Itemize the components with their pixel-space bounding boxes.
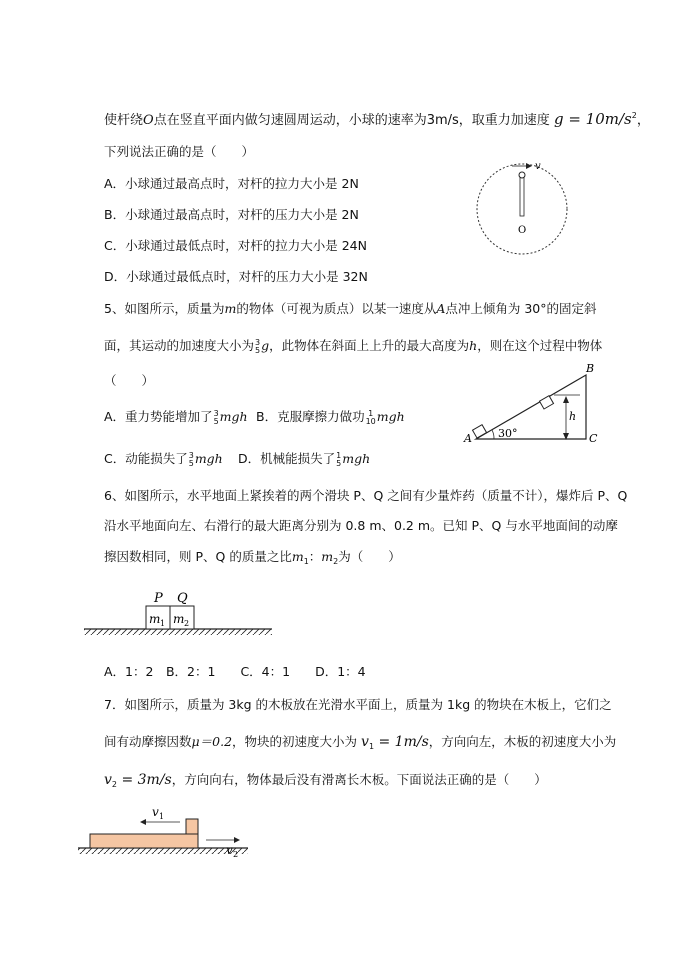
q7-fig-v1-sub: 1 (159, 812, 165, 821)
den: 5 (188, 458, 194, 468)
den: 10 (365, 416, 376, 426)
q4-option-c: C．小球通过最低点时，对杆的拉力大小是 24N (104, 238, 367, 253)
v1val: = 1m/s (374, 734, 429, 750)
q7-fig-v2-sub: 2 (233, 850, 239, 859)
q7-fig-v2: v (226, 843, 233, 857)
v1sub: 1 (368, 742, 375, 751)
q4-gravity-exp: 2 (631, 111, 637, 120)
q5-g: g (261, 338, 270, 353)
q6-fig-sub1: 1 (160, 619, 166, 628)
q5-text-b: 的物体（可视为质点）以某一速度从 (236, 301, 437, 316)
v1: v (361, 734, 369, 750)
num: 3 (255, 337, 261, 347)
text-b: ，物块的初速度大小为 (232, 734, 358, 749)
q6-fig-p: P (154, 591, 163, 606)
q4-text-b: 点在竖直平面内做匀速圆周运动，小球的速率为 (153, 113, 427, 128)
q5-option-d (238, 450, 370, 468)
q4-option-a: A．小球通过最高点时，对杆的拉力大小是 2N (104, 176, 359, 191)
q4-circle-figure (470, 155, 590, 275)
label: D．机械能损失了 (238, 451, 336, 466)
q5-m: m (224, 301, 237, 316)
text: ，方向向右，物体最后没有滑离长木板。下面说法正确的是（ ） (171, 772, 547, 787)
q7-line3 (104, 771, 547, 794)
q6-blocks-figure (80, 586, 280, 640)
q4-fig-o: O (518, 225, 527, 236)
v2: v (104, 772, 112, 788)
q5-text: 面，其运动的加速度大小为 (104, 338, 255, 353)
q5-h: h (469, 338, 478, 353)
sub2: 2 (333, 557, 339, 566)
q5-option-b (256, 408, 405, 426)
q5-fig-angle: 30° (498, 427, 518, 440)
frac (366, 410, 376, 426)
q5-text-c: ，则在这个过程中物体 (477, 338, 603, 353)
num: 1 (336, 450, 342, 460)
q4-gravity: g = 10m/s (553, 110, 632, 128)
mgh: mgh (342, 451, 371, 466)
num: 3 (213, 408, 219, 418)
q5-fig-h: h (569, 410, 577, 423)
q6-line2: 沿水平地面向左、右滑行的最大距离分别为 0.8 m、0.2 m。已知 P、Q 与水平地面间的动摩 (104, 518, 618, 533)
colon: ： (308, 549, 322, 564)
q7-fig-v1: v (152, 805, 159, 819)
text: 擦因数相同，则 P、Q 的质量之比 (104, 549, 292, 564)
frac (214, 410, 219, 426)
q5-incline-figure (462, 362, 612, 448)
q7-line2 (104, 733, 616, 756)
q4-point-o: O (143, 113, 154, 128)
m1: m (291, 549, 304, 564)
text-c: ，方向向左，木板的初速度大小为 (428, 734, 617, 749)
q4-option-d: D．小球通过最低点时，对杆的压力大小是 32N (104, 269, 368, 284)
den: 5 (213, 416, 219, 426)
v2sub: 2 (111, 780, 118, 789)
q5-frac (255, 339, 260, 355)
label: B．克服摩擦力做功 (256, 409, 365, 424)
q6-fig-m1: m (149, 612, 161, 626)
text: 间有动摩擦因数 (104, 734, 192, 749)
q5-text-c: 点冲上倾角为 30°的固定斜 (445, 301, 597, 316)
mgh: mgh (219, 409, 248, 424)
v2val: = 3m/s (117, 772, 172, 788)
q4-option-b: B．小球通过最高点时，对杆的压力大小是 2N (104, 207, 359, 222)
den: 5 (336, 458, 342, 468)
sub1: 1 (303, 557, 309, 566)
num: 1 (368, 408, 374, 418)
q4-line1 (104, 107, 650, 130)
text-b: 为（ ） (338, 549, 401, 564)
q4-speed: 3m/s (426, 113, 459, 128)
frac (336, 452, 341, 468)
q5-option-c (104, 450, 223, 468)
q4-line2: 下列说法正确的是（ ） (104, 144, 255, 159)
q5-text-b: ，此物体在斜面上上升的最大高度为 (269, 338, 470, 353)
q4-text-end: ， (636, 113, 650, 128)
q6-line3 (104, 548, 401, 571)
frac (189, 452, 194, 468)
q7-board-figure (76, 804, 256, 862)
q6-fig-sub2: 2 (184, 619, 190, 628)
q5-line1 (104, 300, 597, 318)
mgh: mgh (194, 451, 223, 466)
q6-fig-m2: m (173, 612, 185, 626)
m2: m (321, 549, 334, 564)
label: C．动能损失了 (104, 451, 188, 466)
q4-text: 使杆绕 (104, 113, 144, 128)
q5-option-a (104, 408, 248, 426)
q5-a: A (436, 301, 446, 316)
q4-fig-v: v (535, 161, 541, 172)
num: 3 (188, 450, 194, 460)
mgh: mgh (376, 409, 405, 424)
mu: μ＝0.2 (191, 734, 233, 749)
q5-text: 5、如图所示，质量为 (104, 301, 225, 316)
q6-fig-q: Q (177, 591, 188, 606)
q6-options: A．1：2 B．2：1 C．4：1 D．1：4 (104, 664, 366, 679)
q5-fig-a: A (464, 432, 472, 445)
q7-line1: 7．如图所示，质量为 3kg 的木板放在光滑水平面上，质量为 1kg 的物块在木板上，它们之 (104, 697, 612, 712)
q4-text-c: ，取重力加速度 (458, 113, 550, 128)
q5-fig-c: C (589, 432, 598, 445)
label: A．重力势能增加了 (104, 409, 213, 424)
q6-line1: 6、如图所示，水平地面上紧挨着的两个滑块 P、Q 之间有少量炸药（质量不计），爆炸后 P、Q (104, 488, 628, 503)
q5-line3: （ ） (104, 373, 155, 388)
q5-fig-b: B (586, 362, 595, 375)
den: 5 (255, 345, 261, 355)
q5-line2 (104, 337, 602, 355)
